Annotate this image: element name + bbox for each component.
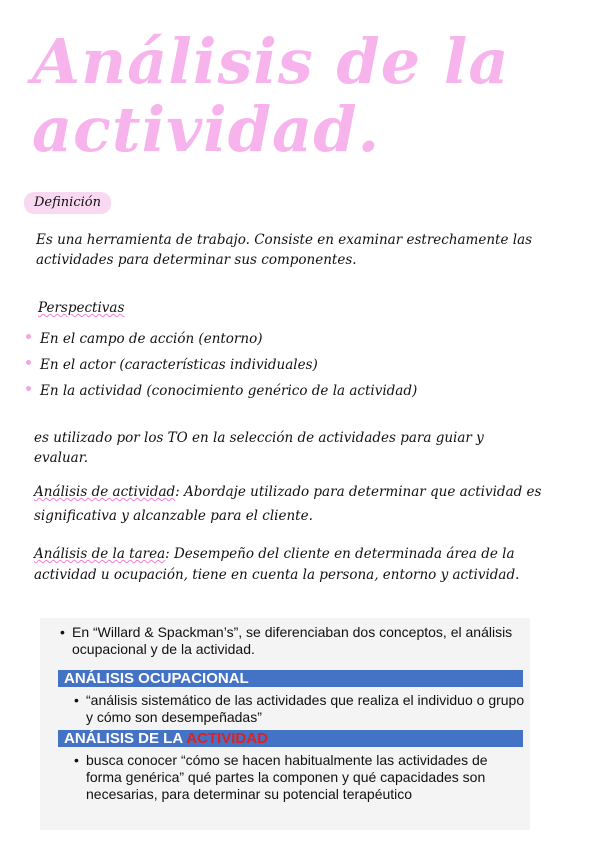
analisis-tarea-paragraph: [34, 544, 564, 586]
definicion-text: Es una herramienta de trabajo. Consiste en examinar estrechamente las actividades para determinar sus componentes.: [36, 232, 533, 268]
page-title: Análisis de la actividad.: [32, 25, 510, 166]
actividad-heading: [58, 730, 523, 747]
ocupacional-heading: ANÁLISIS OCUPACIONAL: [58, 670, 523, 687]
perspectivas-label: Perspectivas: [38, 300, 125, 316]
list-item: En el actor (características individuales): [26, 352, 566, 378]
actividad-heading-highlight: ACTIVIDAD: [186, 730, 268, 747]
analisis-tarea-label: Análisis de la tarea: [34, 546, 166, 562]
analisis-actividad-text: : Abordaje utilizado para determinar que actividad es significativa y alcanzable para el cliente.: [34, 484, 542, 524]
analisis-actividad-label: Análisis de actividad: [34, 484, 176, 500]
actividad-text: • busca conocer “cómo se hacen habitualmente las actividades de forma genérica” qué partes la componen y qué capacidades son necesarias, para determinar su potencial terapéutico: [74, 752, 526, 803]
analisis-actividad-paragraph: [34, 480, 554, 528]
definicion-label: Definición: [24, 192, 111, 214]
uso-to-text: es utilizado por los TO en la selección de actividades para guiar y evaluar.: [34, 430, 484, 466]
box-intro: • En “Willard & Spackman’s”, se diferenciaban dos conceptos, el análisis ocupacional y de la actividad.: [60, 624, 522, 658]
list-item: En la actividad (conocimiento genérico de la actividad): [26, 378, 566, 404]
concepts-box: [40, 618, 530, 830]
analisis-tarea-text: : Desempeño del cliente en determinada área de la actividad u ocupación, tiene en cuenta la persona, entorno y actividad.: [34, 546, 520, 583]
list-item: En el campo de acción (entorno): [26, 326, 566, 352]
actividad-heading-prefix: ANÁLISIS DE LA: [64, 730, 187, 747]
perspectivas-list: [26, 326, 566, 404]
ocupacional-text: • “análisis sistemático de las actividades que realiza el individuo o grupo y cómo son desempeñadas”: [74, 692, 526, 726]
